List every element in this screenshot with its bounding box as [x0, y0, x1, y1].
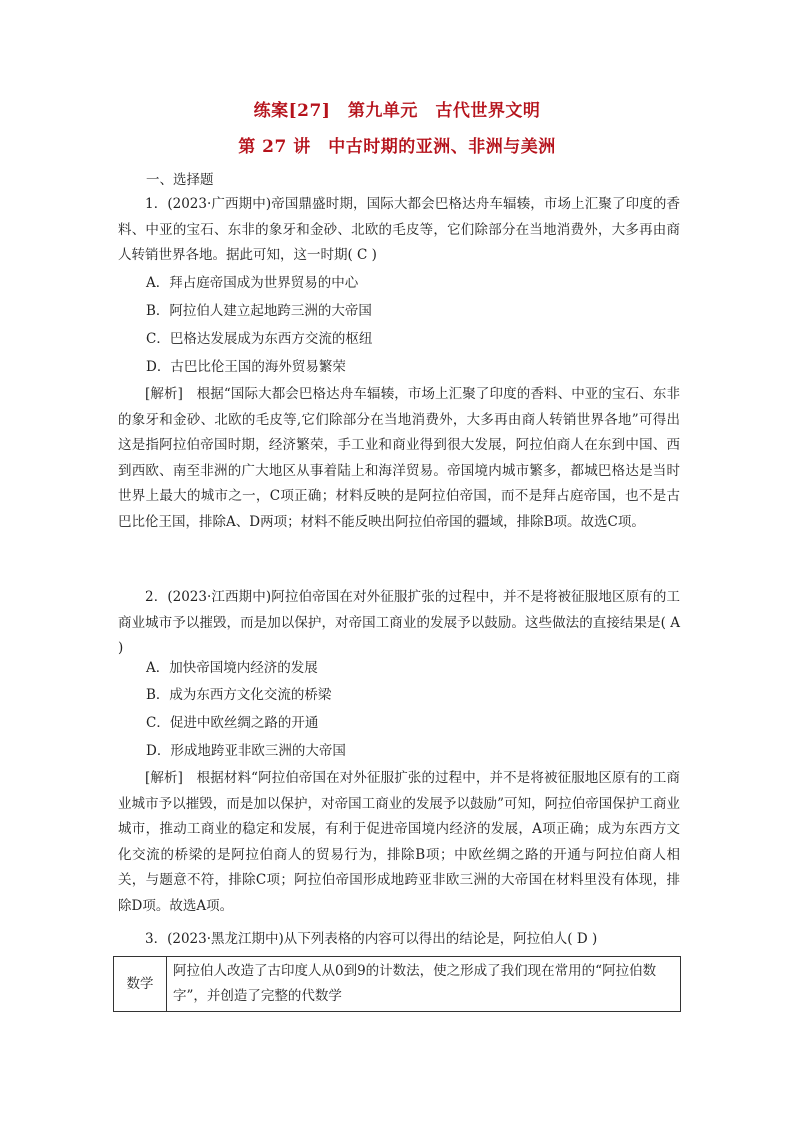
table-row-content: 阿拉伯人改造了古印度人从0到9的计数法，使之形成了我们现在常用的“阿拉伯数字”，并创造了完整的代数学 [167, 957, 681, 1012]
question-1-option-a: A．拜占庭帝国成为世界贸易的中心 [146, 275, 359, 291]
question-2-option-c: C．促进中欧丝绸之路的开通 [146, 715, 319, 731]
question-2-option-a: A．加快帝国境内经济的发展 [146, 660, 318, 676]
section-heading: 一、选择题 [146, 172, 214, 188]
table-row [114, 957, 681, 1012]
question-1-option-c: C．巴格达发展成为东西方交流的枢纽 [146, 331, 373, 347]
lesson-title: 第 27 讲 中古时期的亚洲、非洲与美洲 [238, 137, 556, 157]
question-2-analysis: [解析] 根据材料“阿拉伯帝国在对外征服扩张的过程中，并不是将被征服地区原有的工商业城市予以摧毁，而是加以保护，对帝国工商业的发展予以鼓励”可知，阿拉伯帝国保护工商业城市，推动工商业的稳定和发展，有利于促进帝国境内经济的发展，A项正确；成为东西方文化交流的桥梁的是阿拉伯商人的贸易行为，排除B项；中欧丝绸之路的开通与阿拉伯商人相关，与题意不符，排除C项；阿拉伯帝国形成地跨亚非欧三洲的大帝国在材料里没有体现，排除D项。故选A项。 [118, 770, 680, 914]
question-3-stem: 3．(2023·黑龙江期中)从下列表格的内容可以得出的结论是，阿拉伯人( D ) [145, 931, 598, 947]
question-2-option-d: D．形成地跨亚非欧三洲的大帝国 [146, 743, 346, 759]
question-1-stem: 1．(2023·广西期中)帝国鼎盛时期，国际大都会巴格达舟车辐辏，市场上汇聚了印度的香料、中亚的宝石、东非的象牙和金砂、北欧的毛皮等，它们除部分在当地消费外，大多再由商人转销世界各地。据此可知，这一时期( C ) [118, 196, 680, 263]
table-row-head: 数学 [114, 957, 167, 1012]
data-table [113, 956, 681, 1012]
question-1-option-d: D．古巴比伦王国的海外贸易繁荣 [146, 359, 346, 375]
page-title: 练案[27] 第九单元 古代世界文明 [253, 101, 541, 121]
question-1-analysis: [解析] 根据“国际大都会巴格达舟车辐辏，市场上汇聚了印度的香料、中亚的宝石、东非的象牙和金砂、北欧的毛皮等,它们除部分在当地消费外，大多再由商人转销世界各地”可得出这是指阿拉伯帝国时期，经济繁荣，手工业和商业得到很大发展，阿拉伯商人在东到中国、西到西欧、南至非洲的广大地区从事着陆上和海洋贸易。帝国境内城市繁多，都城巴格达是当时世界上最大的城市之一，C项正确；材料反映的是阿拉伯帝国，而不是拜占庭帝国，也不是古巴比伦王国，排除A、D两项；材料不能反映出阿拉伯帝国的疆域，排除B项。故选C项。 [118, 386, 680, 530]
question-2-stem: 2．(2023·江西期中)阿拉伯帝国在对外征服扩张的过程中，并不是将被征服地区原有的工商业城市予以摧毁，而是加以保护，对帝国工商业的发展予以鼓励。这些做法的直接结果是( A ) [118, 589, 680, 656]
question-1-option-b: B．阿拉伯人建立起地跨三洲的大帝国 [146, 303, 372, 319]
question-2-option-b: B．成为东西方文化交流的桥梁 [146, 687, 332, 703]
